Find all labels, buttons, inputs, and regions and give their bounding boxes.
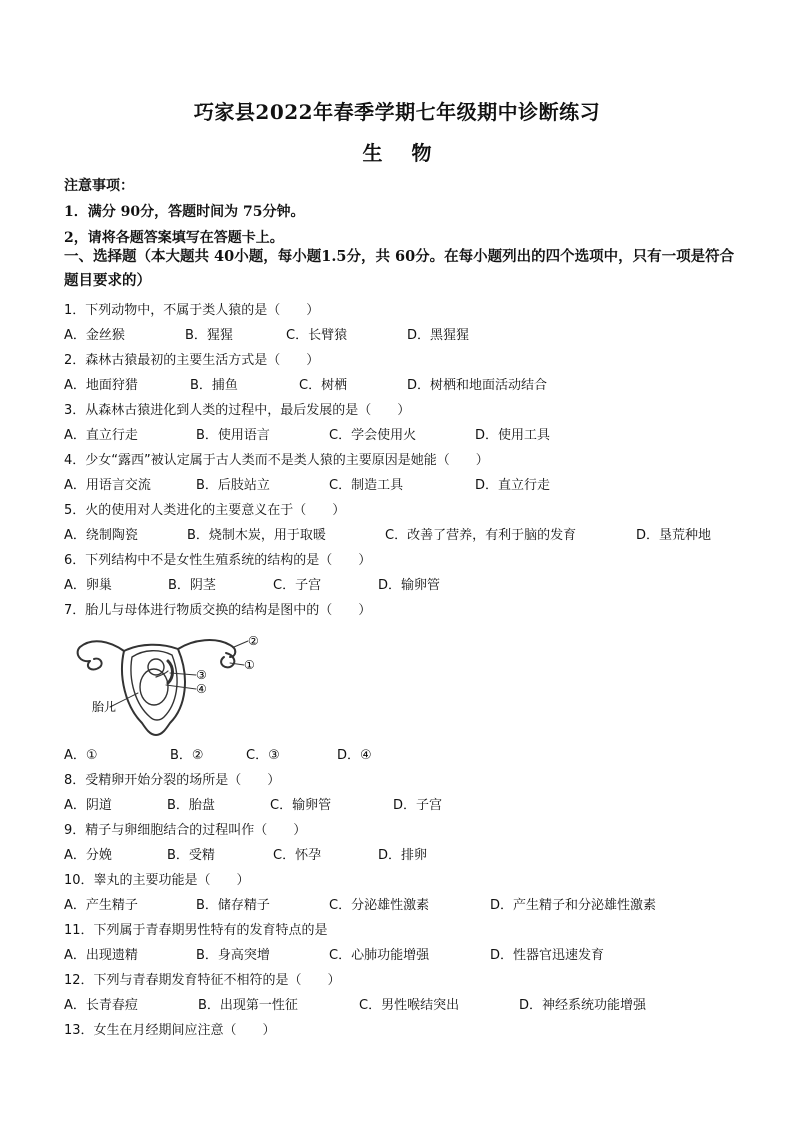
option-c: C．分泌雄性激素 xyxy=(329,898,430,913)
option-d: D．垦荒种地 xyxy=(636,528,712,543)
note-item-1: 1．满分 90分，答题时间为 75分钟。 xyxy=(64,204,305,220)
placenta xyxy=(168,661,173,683)
option-d: D．排卵 xyxy=(378,848,428,863)
fetus-label: 胎儿 xyxy=(92,700,117,714)
option-d: D．子宫 xyxy=(393,798,443,813)
option-b: B．储存精子 xyxy=(196,898,270,913)
options-row xyxy=(64,793,754,818)
exam-title: 巧家县2022年春季学期七年级期中诊断练习 xyxy=(193,100,601,124)
marker-2: ② xyxy=(248,634,259,648)
leader-3 xyxy=(170,673,196,675)
option-b: B．② xyxy=(170,748,204,763)
left-oviduct xyxy=(78,641,124,661)
question-stem: 3．从森林古猿进化到人类的过程中，最后发展的是（ ） xyxy=(64,403,411,418)
option-c: C．制造工具 xyxy=(329,478,404,493)
uterus-diagram xyxy=(64,623,754,743)
option-a: A．产生精子 xyxy=(64,898,138,913)
option-a: A．① xyxy=(64,748,98,763)
option-c: C．树栖 xyxy=(299,378,348,393)
option-a: A．绕制陶瓷 xyxy=(64,528,138,543)
question-stem: 12．下列与青春期发育特征不相符的是（ ） xyxy=(64,973,341,988)
notes-heading: 注意事项： xyxy=(64,178,134,194)
marker-1: ① xyxy=(244,658,255,672)
notes-block xyxy=(64,173,744,251)
question-stem: 4．少女“露西”被认定属于古人类而不是类人猿的主要原因是她能（ ） xyxy=(64,453,489,468)
option-d: D．树栖和地面活动结合 xyxy=(407,378,548,393)
option-b: B．后肢站立 xyxy=(196,478,270,493)
section-heading: 一、选择题（本大题共 40小题，每小题1.5分，共 60分。在每小题列出的四个选项中，只有一项是符合题目要求的） xyxy=(64,248,735,289)
options-row xyxy=(64,373,754,398)
option-a: A．分娩 xyxy=(64,848,112,863)
note-item-2: 2，请将各题答案填写在答题卡上。 xyxy=(64,230,284,246)
question-stem: 6．下列结构中不是女性生殖系统的结构的是（ ） xyxy=(64,553,372,568)
option-b: B．使用语言 xyxy=(196,428,270,443)
options-row xyxy=(64,323,754,348)
question-stem: 7．胎儿与母体进行物质交换的结构是图中的（ ） xyxy=(64,603,372,618)
options-row xyxy=(64,893,754,918)
option-c: C．长臂猿 xyxy=(286,328,348,343)
right-oviduct xyxy=(178,640,235,657)
option-a: A．金丝猴 xyxy=(64,328,125,343)
option-d: D．产生精子和分泌雄性激素 xyxy=(490,898,657,913)
fetus-head xyxy=(148,659,164,675)
option-d: D．直立行走 xyxy=(475,478,551,493)
question-stem: 5．火的使用对人类进化的主要意义在于（ ） xyxy=(64,503,346,518)
options-row xyxy=(64,743,754,768)
marker-4: ④ xyxy=(196,682,207,696)
option-a: A．出现遗精 xyxy=(64,948,138,963)
options-row xyxy=(64,943,754,968)
left-ovary xyxy=(88,659,102,670)
option-b: B．身高突增 xyxy=(196,948,270,963)
options-row xyxy=(64,573,754,598)
options-row xyxy=(64,473,754,498)
option-b: B．捕鱼 xyxy=(190,378,238,393)
option-d: D．性器官迅速发育 xyxy=(490,948,605,963)
options-row xyxy=(64,423,754,448)
question-stem: 11．下列属于青春期男性特有的发育特点的是 xyxy=(64,923,328,938)
options-row xyxy=(64,523,754,548)
option-a: A．直立行走 xyxy=(64,428,138,443)
option-b: B．出现第一性征 xyxy=(198,998,298,1013)
option-b: B．胎盘 xyxy=(167,798,215,813)
option-c: C．男性喉结突出 xyxy=(359,998,460,1013)
question-stem: 13．女生在月经期间应注意（ ） xyxy=(64,1023,276,1038)
option-c: C．输卵管 xyxy=(270,798,332,813)
options-row xyxy=(64,843,754,868)
leader-4 xyxy=(166,685,196,689)
option-c: C．心肺功能增强 xyxy=(329,948,430,963)
option-b: B．猩猩 xyxy=(185,328,233,343)
option-d: D．④ xyxy=(337,748,372,763)
option-c: C．改善了营养，有利于脑的发育 xyxy=(385,528,577,543)
option-d: D．输卵管 xyxy=(378,578,441,593)
option-c: C．学会使用火 xyxy=(329,428,417,443)
option-a: A．地面狩猎 xyxy=(64,378,138,393)
subject-title: 生 物 xyxy=(362,141,432,165)
option-b: B．阴茎 xyxy=(168,578,216,593)
question-stem: 10．睾丸的主要功能是（ ） xyxy=(64,873,250,888)
option-d: D．使用工具 xyxy=(475,428,551,443)
options-row xyxy=(64,993,754,1018)
question-stem: 2．森林古猿最初的主要生活方式是（ ） xyxy=(64,353,320,368)
option-a: A．长青春痘 xyxy=(64,998,138,1013)
right-ovary xyxy=(221,653,234,667)
option-c: C．子宫 xyxy=(273,578,322,593)
marker-3: ③ xyxy=(196,668,207,682)
question-stem: 9．精子与卵细胞结合的过程叫作（ ） xyxy=(64,823,307,838)
question-stem: 1．下列动物中，不属于类人猿的是（ ） xyxy=(64,303,320,318)
option-c: C．怀孕 xyxy=(273,848,322,863)
option-d: D．黑猩猩 xyxy=(407,328,470,343)
option-a: A．卵巢 xyxy=(64,578,112,593)
option-c: C．③ xyxy=(246,748,280,763)
option-d: D．神经系统功能增强 xyxy=(519,998,647,1013)
question-stem: 8．受精卵开始分裂的场所是（ ） xyxy=(64,773,281,788)
leader-2 xyxy=(234,641,248,647)
question-list xyxy=(64,298,754,1043)
uterus-figure xyxy=(70,627,270,739)
option-a: A．用语言交流 xyxy=(64,478,151,493)
option-b: B．烧制木炭，用于取暖 xyxy=(187,528,326,543)
option-a: A．阴道 xyxy=(64,798,112,813)
option-b: B．受精 xyxy=(167,848,215,863)
